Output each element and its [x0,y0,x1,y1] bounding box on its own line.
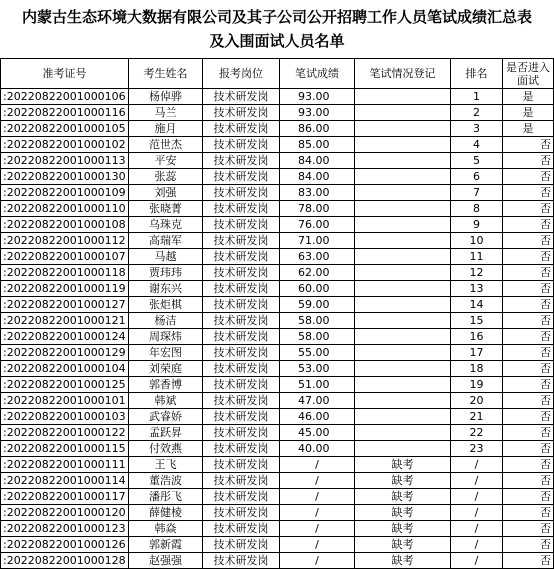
position-cell: 技术研发岗 [203,249,280,265]
exam-status-cell [355,153,451,169]
score-cell: 71.00 [280,233,355,249]
score-cell: 84.00 [280,169,355,185]
candidate-name-cell: 周琛炜 [129,329,203,345]
rank-cell: 9 [451,217,503,233]
score-cell: 63.00 [280,249,355,265]
exam-status-cell: 缺考 [355,457,451,473]
table-row [1,553,554,569]
table-row [1,361,554,377]
interview-cell: 否 [503,329,554,345]
interview-cell: 否 [503,153,554,169]
candidate-id-cell: :20220822001000123 [1,521,129,537]
exam-status-cell [355,441,451,457]
header-interview: 是否进入面试 [503,59,554,89]
table-row [1,313,554,329]
candidate-id-cell: :20220822001000128 [1,553,129,569]
position-cell: 技术研发岗 [203,553,280,569]
rank-cell: / [451,505,503,521]
candidate-id-cell: :20220822001000121 [1,313,129,329]
score-cell: / [280,553,355,569]
table-row [1,105,554,121]
table-row [1,505,554,521]
score-cell: 78.00 [280,201,355,217]
exam-status-cell [355,425,451,441]
candidate-name-cell: 杨洁 [129,313,203,329]
position-cell: 技术研发岗 [203,361,280,377]
exam-status-cell [355,137,451,153]
score-cell: 93.00 [280,89,355,105]
header-exam-status: 笔试情况登记 [355,59,451,89]
table-row [1,297,554,313]
position-cell: 技术研发岗 [203,393,280,409]
position-cell: 技术研发岗 [203,169,280,185]
candidate-name-cell: 刘强 [129,185,203,201]
table-row [1,409,554,425]
position-cell: 技术研发岗 [203,489,280,505]
rank-cell: 17 [451,345,503,361]
position-cell: 技术研发岗 [203,185,280,201]
title-line-2: 及入围面试人员名单 [209,32,345,50]
position-cell: 技术研发岗 [203,521,280,537]
table-row [1,329,554,345]
table-row [1,521,554,537]
interview-cell: 否 [503,377,554,393]
interview-cell: 是 [503,105,554,121]
table-row [1,121,554,137]
candidate-id-cell: :20220822001000103 [1,409,129,425]
table-row [1,185,554,201]
exam-status-cell: 缺考 [355,537,451,553]
score-cell: / [280,473,355,489]
rank-cell: 22 [451,425,503,441]
interview-cell: 否 [503,521,554,537]
table-row [1,201,554,217]
candidate-id-cell: :20220822001000116 [1,105,129,121]
candidate-name-cell: 高瑞军 [129,233,203,249]
candidate-name-cell: 郭新霞 [129,537,203,553]
candidate-id-cell: :20220822001000110 [1,201,129,217]
position-cell: 技术研发岗 [203,441,280,457]
score-cell: 45.00 [280,425,355,441]
exam-status-cell: 缺考 [355,521,451,537]
table-row [1,441,554,457]
interview-cell: 否 [503,249,554,265]
position-cell: 技术研发岗 [203,313,280,329]
candidate-id-cell: :20220822001000126 [1,537,129,553]
score-cell: 58.00 [280,313,355,329]
candidate-name-cell: 平安 [129,153,203,169]
candidate-name-cell: 范世杰 [129,137,203,153]
rank-cell: 23 [451,441,503,457]
candidate-name-cell: 刘荣庭 [129,361,203,377]
score-cell: 85.00 [280,137,355,153]
interview-cell: 否 [503,297,554,313]
exam-status-cell [355,377,451,393]
rank-cell: 2 [451,105,503,121]
table-row [1,425,554,441]
rank-cell: 16 [451,329,503,345]
table-row [1,281,554,297]
rank-cell: 14 [451,297,503,313]
exam-status-cell [355,265,451,281]
score-cell: / [280,505,355,521]
interview-cell: 否 [503,345,554,361]
candidate-id-cell: :20220822001000119 [1,281,129,297]
score-cell: 47.00 [280,393,355,409]
candidate-name-cell: 潘彤飞 [129,489,203,505]
candidate-name-cell: 薛健棱 [129,505,203,521]
candidate-id-cell: :20220822001000130 [1,169,129,185]
exam-status-cell [355,249,451,265]
position-cell: 技术研发岗 [203,201,280,217]
candidate-name-cell: 施月 [129,121,203,137]
table-row [1,89,554,105]
table-row [1,457,554,473]
score-cell: 93.00 [280,105,355,121]
table-body [1,89,554,569]
score-cell: 76.00 [280,217,355,233]
interview-cell: 否 [503,201,554,217]
rank-cell: 6 [451,169,503,185]
candidate-id-cell: :20220822001000105 [1,121,129,137]
score-cell: / [280,521,355,537]
rank-cell: / [451,537,503,553]
candidate-id-cell: :20220822001000109 [1,185,129,201]
table-row [1,377,554,393]
candidate-id-cell: :20220822001000127 [1,297,129,313]
rank-cell: 1 [451,89,503,105]
score-cell: 84.00 [280,153,355,169]
position-cell: 技术研发岗 [203,153,280,169]
score-cell: 59.00 [280,297,355,313]
rank-cell: / [451,521,503,537]
position-cell: 技术研发岗 [203,345,280,361]
results-table [0,58,554,569]
candidate-id-cell: :20220822001000106 [1,89,129,105]
candidate-name-cell: 韩斌 [129,393,203,409]
table-row [1,473,554,489]
candidate-id-cell: :20220822001000107 [1,249,129,265]
exam-status-cell [355,169,451,185]
interview-cell: 否 [503,265,554,281]
rank-cell: 18 [451,361,503,377]
candidate-id-cell: :20220822001000120 [1,505,129,521]
header-name: 考生姓名 [129,59,203,89]
candidate-id-cell: :20220822001000122 [1,425,129,441]
candidate-id-cell: :20220822001000112 [1,233,129,249]
table-row [1,137,554,153]
interview-cell: 是 [503,89,554,105]
candidate-name-cell: 谢东兴 [129,281,203,297]
rank-cell: 13 [451,281,503,297]
interview-cell: 否 [503,473,554,489]
score-cell: / [280,537,355,553]
candidate-name-cell: 马兰 [129,105,203,121]
candidate-name-cell: 董浩波 [129,473,203,489]
candidate-id-cell: :20220822001000102 [1,137,129,153]
position-cell: 技术研发岗 [203,105,280,121]
candidate-name-cell: 马越 [129,249,203,265]
rank-cell: 7 [451,185,503,201]
interview-cell: 否 [503,313,554,329]
position-cell: 技术研发岗 [203,265,280,281]
candidate-name-cell: 年宏图 [129,345,203,361]
rank-cell: 11 [451,249,503,265]
rank-cell: 21 [451,409,503,425]
candidate-name-cell: 武睿娇 [129,409,203,425]
position-cell: 技术研发岗 [203,121,280,137]
candidate-id-cell: :20220822001000117 [1,489,129,505]
score-cell: 58.00 [280,329,355,345]
score-cell: 60.00 [280,281,355,297]
table-row [1,393,554,409]
exam-status-cell [355,105,451,121]
score-cell: 62.00 [280,265,355,281]
exam-status-cell [355,201,451,217]
table-row [1,233,554,249]
table-row [1,345,554,361]
rank-cell: 20 [451,393,503,409]
header-rank: 排名 [451,59,503,89]
document-title [0,0,554,58]
candidate-name-cell: 贾玮玮 [129,265,203,281]
position-cell: 技术研发岗 [203,473,280,489]
position-cell: 技术研发岗 [203,297,280,313]
exam-status-cell [355,89,451,105]
candidate-name-cell: 赵强强 [129,553,203,569]
exam-status-cell [355,393,451,409]
rank-cell: 5 [451,153,503,169]
candidate-id-cell: :20220822001000114 [1,473,129,489]
table-row [1,537,554,553]
header-position: 报考岗位 [203,59,280,89]
position-cell: 技术研发岗 [203,233,280,249]
position-cell: 技术研发岗 [203,425,280,441]
score-cell: 86.00 [280,121,355,137]
interview-cell: 否 [503,441,554,457]
table-row [1,249,554,265]
table-row [1,153,554,169]
exam-status-cell [355,345,451,361]
interview-cell: 否 [503,217,554,233]
rank-cell: 19 [451,377,503,393]
candidate-name-cell: 张蕊 [129,169,203,185]
position-cell: 技术研发岗 [203,457,280,473]
position-cell: 技术研发岗 [203,505,280,521]
candidate-name-cell: 张晓菁 [129,201,203,217]
rank-cell: 10 [451,233,503,249]
candidate-name-cell: 韩焱 [129,521,203,537]
score-cell: 53.00 [280,361,355,377]
interview-cell: 否 [503,537,554,553]
exam-status-cell: 缺考 [355,473,451,489]
score-cell: 46.00 [280,409,355,425]
interview-cell: 否 [503,137,554,153]
candidate-id-cell: :20220822001000111 [1,457,129,473]
interview-cell: 否 [503,489,554,505]
score-cell: 83.00 [280,185,355,201]
exam-status-cell: 缺考 [355,489,451,505]
candidate-id-cell: :20220822001000113 [1,153,129,169]
candidate-id-cell: :20220822001000108 [1,217,129,233]
exam-status-cell [355,409,451,425]
candidate-name-cell: 张炬棋 [129,297,203,313]
header-row [1,59,554,89]
rank-cell: / [451,489,503,505]
exam-status-cell [355,361,451,377]
candidate-name-cell: 杨倬骅 [129,89,203,105]
rank-cell: 8 [451,201,503,217]
title-line-1: 内蒙古生态环境大数据有限公司及其子公司公开招聘工作人员笔试成绩汇总表 [21,8,532,26]
interview-cell: 否 [503,393,554,409]
candidate-id-cell: :20220822001000118 [1,265,129,281]
interview-cell: 否 [503,457,554,473]
exam-status-cell [355,297,451,313]
table-row [1,489,554,505]
rank-cell: / [451,473,503,489]
rank-cell: / [451,457,503,473]
candidate-name-cell: 郭香博 [129,377,203,393]
position-cell: 技术研发岗 [203,89,280,105]
exam-status-cell [355,329,451,345]
candidate-name-cell: 孟跃昇 [129,425,203,441]
interview-cell: 否 [503,553,554,569]
rank-cell: 12 [451,265,503,281]
table-row [1,217,554,233]
candidate-id-cell: :20220822001000124 [1,329,129,345]
candidate-id-cell: :20220822001000129 [1,345,129,361]
exam-status-cell [355,313,451,329]
score-cell: 51.00 [280,377,355,393]
exam-status-cell [355,281,451,297]
score-cell: 40.00 [280,441,355,457]
exam-status-cell [355,217,451,233]
score-cell: / [280,457,355,473]
position-cell: 技术研发岗 [203,409,280,425]
score-cell: / [280,489,355,505]
candidate-id-cell: :20220822001000101 [1,393,129,409]
interview-cell: 否 [503,281,554,297]
position-cell: 技术研发岗 [203,217,280,233]
table-row [1,265,554,281]
exam-status-cell: 缺考 [355,553,451,569]
header-id: 准考证号 [1,59,129,89]
candidate-id-cell: :20220822001000115 [1,441,129,457]
interview-cell: 否 [503,425,554,441]
exam-status-cell [355,233,451,249]
interview-cell: 否 [503,505,554,521]
table-row [1,169,554,185]
exam-status-cell [355,185,451,201]
rank-cell: / [451,553,503,569]
exam-status-cell [355,121,451,137]
interview-cell: 否 [503,185,554,201]
score-cell: 55.00 [280,345,355,361]
interview-cell: 否 [503,169,554,185]
interview-cell: 是 [503,121,554,137]
position-cell: 技术研发岗 [203,329,280,345]
exam-status-cell: 缺考 [355,505,451,521]
interview-cell: 否 [503,361,554,377]
candidate-id-cell: :20220822001000104 [1,361,129,377]
candidate-name-cell: 乌珠克 [129,217,203,233]
header-score: 笔试成绩 [280,59,355,89]
interview-cell: 否 [503,233,554,249]
candidate-name-cell: 付效燕 [129,441,203,457]
interview-cell: 否 [503,409,554,425]
position-cell: 技术研发岗 [203,281,280,297]
rank-cell: 4 [451,137,503,153]
candidate-id-cell: :20220822001000125 [1,377,129,393]
position-cell: 技术研发岗 [203,137,280,153]
rank-cell: 3 [451,121,503,137]
position-cell: 技术研发岗 [203,377,280,393]
position-cell: 技术研发岗 [203,537,280,553]
rank-cell: 15 [451,313,503,329]
candidate-name-cell: 王飞 [129,457,203,473]
